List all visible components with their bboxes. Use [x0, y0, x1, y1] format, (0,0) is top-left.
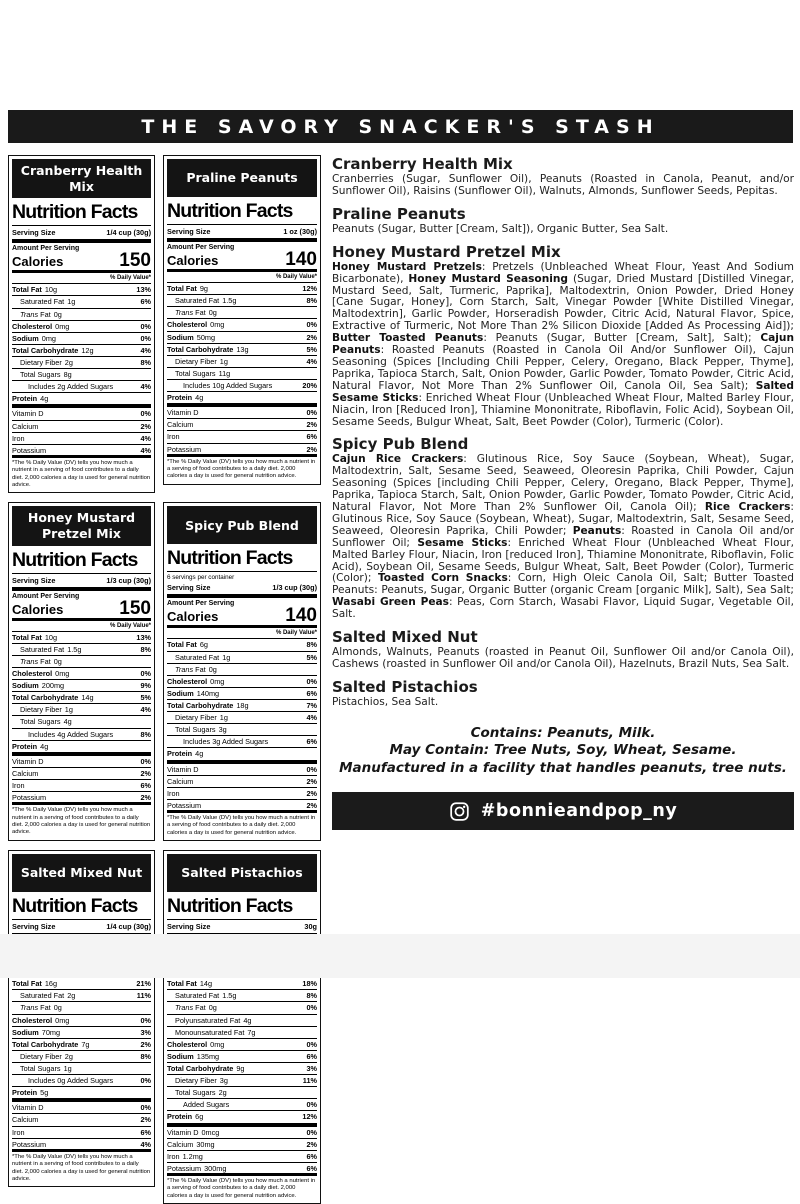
calories-row: Calories 140: [167, 251, 317, 272]
nutrient-row: Total Sugars 11g: [167, 367, 317, 379]
nutrition-facts-heading: Nutrition Facts: [12, 895, 151, 920]
nutrition-label-salted-mixed-nut: [8, 850, 155, 1187]
label-title: Spicy Pub Blend: [167, 506, 317, 544]
nutrient-row: Protein 4g: [167, 391, 317, 407]
nutrient-row: Vitamin D 0%: [167, 408, 317, 418]
nutrition-label-salted-pistachios: [163, 850, 321, 1204]
section-ingredients-salted-pistachios: Pistachios, Sea Salt.: [332, 695, 439, 708]
nutrient-row: Saturated Fat 1g 5%: [167, 651, 317, 663]
nutrient-row: Protein 4g: [12, 740, 151, 756]
ingredient-sections: [332, 155, 794, 709]
nutrient-row: Includes 10g Added Sugars 20%: [167, 379, 317, 391]
nutrition-label-spicy-pub-blend: [163, 502, 321, 841]
dv-footnote: *The % Daily Value (DV) tells you how much a nutrient in a serving of food contributes to a daily diet. 2,000 calories a day is used for general nutrition advice.: [167, 810, 317, 837]
page-title-bar: [8, 110, 793, 143]
nutrient-row: Protein 4g: [12, 392, 151, 408]
calories-row: Calories 150: [12, 252, 151, 273]
nutrient-row: Saturated Fat 1.5g 8%: [167, 294, 317, 306]
nutrient-row: Total Fat 16g 21%: [12, 979, 151, 989]
nutrient-row: Saturated Fat 1g 6%: [12, 295, 151, 307]
nutrient-row: Vitamin D 0%: [12, 756, 151, 766]
nutrition-facts-heading: Nutrition Facts: [12, 201, 151, 226]
nutrient-row: Added Sugars 0%: [167, 1098, 317, 1110]
nutrient-row: Total Sugars 4g: [12, 715, 151, 727]
amount-per-serving-label: Amount Per Serving: [12, 245, 80, 253]
section-heading-praline-peanuts: Praline Peanuts: [332, 204, 466, 223]
amount-per-serving-label: Amount Per Serving: [12, 592, 80, 600]
nutrition-label-cranberry-health-mix: [8, 155, 155, 493]
page-title: THE SAVORY SNACKER'S STASH: [141, 115, 660, 138]
nutrient-row: Trans Fat 0g 0%: [167, 1001, 317, 1013]
section-ingredients-honey-mustard-pretzel-mix: Honey Mustard Pretzels: Pretzels (Unbleached Wheat Flour, Yeast And Sodium Bicarbonate), Honey Mustard Seasoning (Sugar, Dried Mustard [Distilled Vinegar, Mustard Seed, Salt, Turmeric, Paprika], Maltodextrin, Onion Powder, Dried Honey [Cane Sugar, Honey], Corn Starch, Salt, Vinegar Powder [White Distilled Vinegar, Maltodextrin], Garlic Powder, Horseradish Powder, Citric Acid, Natural Flavor, Spice, Extractive of Turmeric, Not More Than 2% Silicon Dioxide [Added As Processing Aid]); Butter Toasted Peanuts: Peanuts (Sugar, Butter [Cream, Salt], Salt); Cajun Peanuts: Roasted Peanuts (Roasted in Canola Oil And/or Sunflower Oil), Cajun Seasoning (Spices [Including Chili Pepper, Celery, Oregano, Black Pepper, Thyme], Paprika, Tapioca Starch, Salt, Onion Powder, Garlic Powder, Tomato Powder, Citric Acid, Natural Flavor, Not More Than 2% Sunflower Oil, Canola Oil, Sea Salt); Salted Sesame Sticks: Enriched Wheat Flour (Unbleached Wheat Flour, Malted Barley Flour, Niacin, Iron [Reduced Iron], Thiamine Mononitrate, Riboflavin, Folic Acid), Soybean Oil, Sesame Seeds, Bulgur Wheat, Salt, Beet Powder (Color), Turmeric (Color).: [332, 260, 794, 428]
nutrient-row: Cholesterol 0mg 0%: [167, 676, 317, 686]
nutrient-row: Includes 2g Added Sugars 4%: [12, 380, 151, 392]
nutrient-row: Potassium 2%: [167, 800, 317, 810]
nutrient-row: Calcium 2%: [12, 421, 151, 431]
nutrient-row: Total Carbohydrate 18g 7%: [167, 701, 317, 711]
label-title: Praline Peanuts: [167, 159, 317, 197]
nutrient-row: Dietary Fiber 1g 4%: [167, 355, 317, 367]
nutrient-row: Sodium 0mg 0%: [12, 333, 151, 343]
nutrient-row: Monounsaturated Fat 7g: [167, 1026, 317, 1038]
nutrient-row: Dietary Fiber 2g 8%: [12, 1050, 151, 1062]
nutrient-row: Total Carbohydrate 9g 3%: [167, 1063, 317, 1073]
dv-footnote: *The % Daily Value (DV) tells you how much a nutrient in a serving of food contributes to a daily diet. 2,000 calories a day is used for general nutrition advice.: [12, 455, 151, 490]
serving-size-row: Serving Size 1/3 cup (30g): [167, 581, 317, 598]
section-heading-honey-mustard-pretzel-mix: Honey Mustard Pretzel Mix: [332, 242, 561, 261]
dv-footnote: *The % Daily Value (DV) tells you how much a nutrient in a serving of food contributes to a daily diet. 2,000 calories a day is used for general nutrition advice.: [12, 802, 151, 837]
section-heading-salted-pistachios: Salted Pistachios: [332, 677, 478, 696]
daily-value-header: % Daily Value*: [167, 628, 317, 639]
label-title: Salted Pistachios: [167, 854, 317, 892]
nutrient-row: Total Carbohydrate 13g 5%: [167, 344, 317, 354]
nutrition-facts-panel: [12, 201, 151, 489]
calories-row: Calories 150: [12, 600, 151, 621]
calories-row: Calories 140: [167, 607, 317, 628]
instagram-handle: #bonnieandpop_ny: [480, 801, 678, 822]
nutrient-row: Vitamin D 0%: [167, 764, 317, 774]
allergen-notice: [332, 725, 794, 778]
nutrient-row: Total Sugars 8g: [12, 368, 151, 380]
nutrient-row: Iron 1.2mg 6%: [167, 1151, 317, 1161]
nutrient-row: Protein 6g 12%: [167, 1110, 317, 1126]
nutrient-row: Includes 3g Added Sugars 6%: [167, 735, 317, 747]
nutrition-facts-heading: Nutrition Facts: [167, 547, 317, 572]
nutrient-row: Vitamin D 0%: [12, 409, 151, 419]
nutrient-row: Calcium 2%: [167, 776, 317, 786]
nutrient-row: Trans Fat 0g: [12, 308, 151, 320]
nutrition-facts-panel: [167, 547, 317, 837]
nutrient-row: Includes 4g Added Sugars 8%: [12, 728, 151, 740]
nutrient-row: Calcium 2%: [12, 1115, 151, 1125]
nutrient-row: Cholesterol 0mg 0%: [167, 320, 317, 330]
nutrient-row: Saturated Fat 1.5g 8%: [12, 643, 151, 655]
nutrient-row: Sodium 135mg 6%: [167, 1051, 317, 1061]
section-ingredients-praline-peanuts: Peanuts (Sugar, Butter [Cream, Salt]), Organic Butter, Sea Salt.: [332, 222, 669, 235]
nutrient-row: Calcium 2%: [167, 420, 317, 430]
label-title: Cranberry Health Mix: [12, 159, 151, 198]
nutrition-labels-grid: [8, 155, 321, 1204]
nutrient-row: Total Sugars 2g: [167, 1086, 317, 1098]
section-heading-spicy-pub-blend: Spicy Pub Blend: [332, 435, 469, 454]
label-title: Honey Mustard Pretzel Mix: [12, 506, 151, 545]
nutrient-row: Cholesterol 0mg 0%: [12, 669, 151, 679]
section-ingredients-cranberry-health-mix: Cranberries (Sugar, Sunflower Oil), Peanuts (Roasted in Canola, Peanut, and/or Sunflower Oil), Raisins (Sunflower Oil), Walnuts, Almonds, Sunflower Seeds, Pepitas.: [332, 173, 794, 197]
nutrient-row: Trans Fat 0g: [167, 663, 317, 675]
nutrient-row: Total Sugars 1g: [12, 1062, 151, 1074]
nutrient-row: Dietary Fiber 1g 4%: [12, 703, 151, 715]
nutrition-label-praline-peanuts: [163, 155, 321, 485]
nutrient-row: Cholesterol 0mg 0%: [12, 321, 151, 331]
dv-footnote: *The % Daily Value (DV) tells you how much a nutrient in a serving of food contributes to a daily diet. 2,000 calories a day is used for general nutrition advice.: [167, 1173, 317, 1200]
nutrient-row: Total Fat 14g 18%: [167, 979, 317, 989]
nutrient-row: Total Fat 6g 8%: [167, 640, 317, 650]
nutrient-row: Includes 0g Added Sugars 0%: [12, 1074, 151, 1086]
instagram-icon: [449, 801, 470, 822]
dv-footnote: *The % Daily Value (DV) tells you how much a nutrient in a serving of food contributes to a daily diet. 2,000 calories a day is used for general nutrition advice.: [12, 1149, 151, 1184]
nutrition-facts-heading: Nutrition Facts: [12, 549, 151, 574]
nutrition-facts-panel: [167, 200, 317, 481]
nutrition-label-honey-mustard-pretzel-mix: [8, 502, 155, 840]
nutrient-row: Sodium 50mg 2%: [167, 332, 317, 342]
label-title: Salted Mixed Nut: [12, 854, 151, 892]
nutrient-row: Trans Fat 0g: [167, 306, 317, 318]
daily-value-header: % Daily Value*: [12, 273, 151, 284]
nutrient-row: Iron 4%: [12, 433, 151, 443]
amount-per-serving-label: Amount Per Serving: [167, 600, 235, 608]
nutrient-row: Iron 2%: [167, 788, 317, 798]
nutrition-facts-heading: Nutrition Facts: [167, 895, 317, 920]
nutrient-row: Total Fat 10g 13%: [12, 285, 151, 295]
nutrient-row: Iron 6%: [12, 1127, 151, 1137]
nutrition-facts-heading: Nutrition Facts: [167, 200, 317, 225]
daily-value-header: % Daily Value*: [167, 272, 317, 283]
nutrient-row: Sodium 200mg 9%: [12, 681, 151, 691]
nutrient-row: Calcium 30mg 2%: [167, 1139, 317, 1149]
nutrition-facts-panel: [12, 549, 151, 837]
nutrient-row: Iron 6%: [12, 781, 151, 791]
nutrient-row: Potassium 2%: [12, 793, 151, 803]
nutrient-row: Dietary Fiber 2g 8%: [12, 356, 151, 368]
section-ingredients-salted-mixed-nut: Almonds, Walnuts, Peanuts (roasted in Peanut Oil, Sunflower Oil and/or Canola Oil), Cashews (roasted in Sunflower Oil and/or Canola Oil), Hazelnuts, Brazil Nuts, Sea Salt.: [332, 646, 794, 670]
amount-per-serving-label: Amount Per Serving: [167, 244, 235, 251]
nutrient-row: Total Fat 9g 12%: [167, 284, 317, 294]
nutrient-row: Total Carbohydrate 7g 2%: [12, 1039, 151, 1049]
serving-size-row: Serving Size 1 oz (30g): [167, 225, 317, 242]
nutrient-row: Dietary Fiber 3g 11%: [167, 1074, 317, 1086]
nutrient-row: Potassium 2%: [167, 444, 317, 454]
nutrient-row: Potassium 4%: [12, 445, 151, 455]
nutrient-row: Calcium 2%: [12, 768, 151, 778]
nutrient-row: Protein 4g: [167, 747, 317, 763]
nutrient-row: Dietary Fiber 1g 4%: [167, 711, 317, 723]
serving-size-row: Serving Size 30g: [167, 920, 317, 937]
nutrient-row: Cholesterol 0mg 0%: [12, 1015, 151, 1025]
serving-size-row: Serving Size 1/4 cup (30g): [12, 226, 151, 243]
nutrient-row: Total Sugars 3g: [167, 723, 317, 735]
dv-footnote: *The % Daily Value (DV) tells you how much a nutrient in a serving of food contributes to a daily diet. 2,000 calories a day is used for general nutrition advice.: [167, 454, 317, 481]
nutrient-row: Total Fat 10g 13%: [12, 632, 151, 642]
nutrient-row: Potassium 300mg 6%: [167, 1163, 317, 1173]
page-bottom-edge: [0, 934, 800, 978]
section-ingredients-spicy-pub-blend: Cajun Rice Crackers: Glutinous Rice, Soy Sauce (Soybean, Wheat), Sugar, Maltodextrin, Salt, Sesame Seed, Seaweed, Oleoresin Paprika, Chili Powder, Cajun Seasoning (Spices [including Chili Pepper, Celery, Oregano, Black Pepper, Thyme], Paprika, Tapioca Starch, Salt, Onion Powder, Garlic Powder, Tomato Powder, Citric Acid, Natural Flavor, Not More Than 2% Sunflower Oil, Canola Oil); Rice Crackers: Glutinous Rice, Soy Sauce (Soybean, Wheat), Sugar, Maltodextrin, Salt, Sesame Seed, Seaweed, Oleoresin Paprika, Chili Powder; Peanuts: Roasted in Canola Oil and/or Sunflower Oil; Sesame Sticks: Enriched Wheat Flour (Unbleached Wheat Flour, Malted Barley Flour, Niacin, Iron [reduced Iron], Thiamine Mononitrate, Riboflavin, Folic Acid), Soybean Oil, Sesame Seeds, Bulgur Wheat, Salt, Beet Powder (Color), Turmeric (Color); Toasted Corn Snacks: Corn, High Oleic Canola Oil, Salt; Butter Toasted Peanuts: Peanuts, Sugar, Organic Butter (organic Cream [organic Milk], Salt), Sea Salt; Wasabi Green Peas: Peas, Corn Starch, Wasabi Flavor, Liquid Sugar, Vegetable Oil, Salt.: [332, 453, 795, 621]
allergen-line: Manufactured in a facility that handles peanuts, tree nuts.: [339, 759, 787, 776]
nutrient-row: Trans Fat 0g: [12, 1001, 151, 1013]
nutrient-row: Total Carbohydrate 14g 5%: [12, 693, 151, 703]
allergen-line: May Contain: Tree Nuts, Soy, Wheat, Sesame.: [389, 742, 737, 759]
allergen-line: Contains: Peanuts, Milk.: [470, 724, 656, 741]
nutrient-row: Cholesterol 0mg 0%: [167, 1039, 317, 1049]
daily-value-header: % Daily Value*: [12, 621, 151, 632]
nutrient-row: Sodium 140mg 6%: [167, 688, 317, 698]
nutrient-row: Vitamin D 0mcg 0%: [167, 1127, 317, 1137]
ingredients-column: [332, 148, 794, 830]
nutrient-row: Saturated Fat 1.5g 8%: [167, 989, 317, 1001]
section-heading-salted-mixed-nut: Salted Mixed Nut: [332, 628, 478, 647]
nutrient-row: Vitamin D 0%: [12, 1103, 151, 1113]
nutrient-row: Trans Fat 0g: [12, 655, 151, 667]
nutrient-row: Polyunsaturated Fat 4g: [167, 1014, 317, 1026]
serving-size-row: Serving Size 1/3 cup (30g): [12, 574, 151, 591]
nutrient-row: Iron 6%: [167, 432, 317, 442]
nutrient-row: Total Carbohydrate 12g 4%: [12, 345, 151, 355]
nutrient-row: Protein 5g: [12, 1086, 151, 1102]
nutrient-row: Saturated Fat 2g 11%: [12, 989, 151, 1001]
nutrient-row: Sodium 70mg 3%: [12, 1027, 151, 1037]
nutrient-row: Potassium 4%: [12, 1139, 151, 1149]
servings-per-container: 6 servings per container: [167, 574, 235, 582]
serving-size-row: Serving Size 1/4 cup (30g): [12, 920, 151, 937]
section-heading-cranberry-health-mix: Cranberry Health Mix: [332, 155, 513, 173]
instagram-bar[interactable]: [332, 792, 794, 830]
